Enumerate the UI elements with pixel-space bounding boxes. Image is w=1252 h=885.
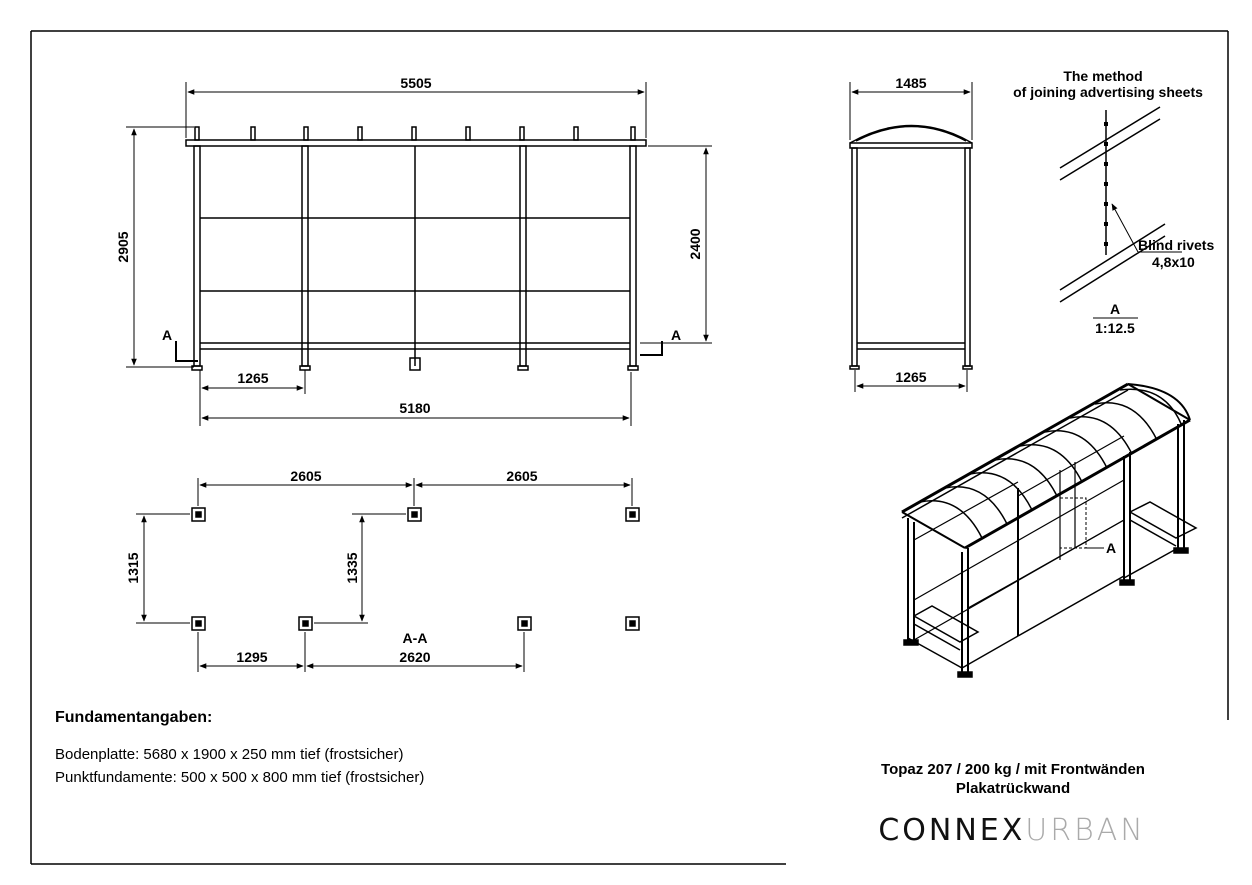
dim-5505-label: 5505 — [400, 75, 432, 91]
front-view — [115, 75, 712, 426]
section-marker-left-label: A — [162, 327, 173, 343]
foundation-points — [192, 508, 639, 630]
side-roof-arc — [850, 126, 972, 144]
rivets-size-label: 4,8x10 — [1152, 254, 1195, 270]
dim-2605-left-label: 2605 — [290, 468, 322, 484]
notes-line1: Bodenplatte: 5680 x 1900 x 250 mm tief (frostsicher) — [55, 746, 404, 763]
detail-section-letter: A — [1109, 301, 1121, 317]
section-marker-right — [640, 327, 681, 355]
dim-1315-label: 1315 — [125, 552, 141, 584]
isometric-view — [902, 384, 1196, 677]
connex-urban-logo — [878, 813, 1145, 848]
logo-part2: URBAN — [1025, 813, 1146, 848]
front-roof — [186, 140, 646, 146]
dim-side-width-bottom — [855, 369, 967, 392]
notes-heading: Fundamentangaben: — [55, 709, 213, 726]
section-marker-left — [162, 327, 198, 361]
dim-1265-label: 1265 — [237, 370, 269, 386]
section-aa-label: A-A — [402, 630, 428, 646]
dim-5180-label: 5180 — [399, 400, 431, 416]
front-posts — [194, 146, 636, 366]
title-block — [878, 761, 1145, 848]
dim-overall-height — [115, 127, 194, 367]
detail-scale: 1:12.5 — [1095, 320, 1135, 336]
dim-depth-left — [125, 514, 190, 623]
dim-side-width-top — [850, 75, 972, 140]
roof-clips — [195, 127, 635, 140]
side-view — [850, 75, 972, 392]
dim-depth-middle — [314, 514, 406, 623]
dim-2605-right-label: 2605 — [506, 468, 538, 484]
rivets-label: Blind rivets — [1138, 237, 1215, 253]
foundation-notes — [55, 709, 424, 786]
title-line2: Plakatrückwand — [955, 780, 1071, 797]
dim-1295-label: 1295 — [236, 649, 268, 665]
notes-line2: Punktfundamente: 500 x 500 x 800 mm tief (frostsicher) — [55, 769, 425, 786]
dim-bay-width — [200, 370, 305, 394]
dim-spacing-top — [198, 468, 632, 506]
section-marker-right-label: A — [671, 327, 682, 343]
dim-side-1265-label: 1265 — [895, 369, 927, 385]
dim-spacing-bottom — [198, 630, 524, 672]
dim-1485-label: 1485 — [895, 75, 927, 91]
logo-part1: CONNEX — [878, 813, 1026, 848]
iso-detail-marker: A — [1106, 540, 1117, 556]
dim-wall-height — [640, 146, 712, 343]
dim-1335-label: 1335 — [344, 552, 360, 584]
dim-2620-label: 2620 — [399, 649, 431, 665]
detail-joining-method — [1013, 68, 1214, 336]
detail-title-line2: of joining advertising sheets — [1013, 84, 1203, 100]
dim-2905-label: 2905 — [115, 231, 131, 263]
dim-2400-label: 2400 — [687, 228, 703, 260]
title-line1: Topaz 207 / 200 kg / mit Frontwänden — [881, 761, 1145, 778]
detail-title-line1: The method — [1063, 68, 1143, 84]
foundation-plan — [125, 468, 639, 672]
